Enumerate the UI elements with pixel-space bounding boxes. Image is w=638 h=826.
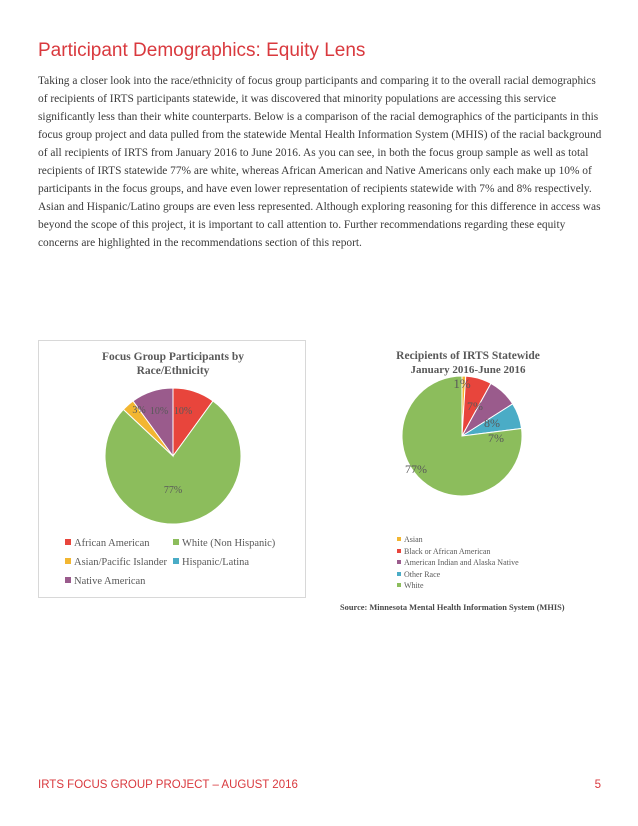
legend-item-african-american <box>65 534 173 553</box>
statewide-chart <box>326 340 606 602</box>
data-label-asian: 1% <box>453 376 471 391</box>
legend-swatch <box>397 560 401 564</box>
data-label-white-non-hispanic-: 77% <box>163 485 183 496</box>
legend-item-asian-pacific <box>65 553 173 572</box>
legend-swatch <box>397 572 401 576</box>
legend-label: Asian <box>404 535 423 544</box>
data-label-african-american: 10% <box>173 406 193 417</box>
chart2-legend <box>397 534 519 592</box>
legend-label: African American <box>74 538 150 549</box>
legend-item-other <box>397 569 519 581</box>
footer-title: IRTS FOCUS GROUP PROJECT – AUGUST 2016 <box>38 779 298 791</box>
legend-swatch <box>397 537 401 541</box>
legend-label: American Indian and Alaska Native <box>404 558 519 567</box>
data-label-black-or-african-american: 7% <box>467 399 483 413</box>
legend-swatch <box>173 558 179 564</box>
legend-label: White <box>404 581 424 590</box>
chart1-title-line2: Race/Ethnicity <box>136 365 210 377</box>
body-paragraph: Taking a closer look into the race/ethnicity of focus group participants and comparing it to the overall racial demographics of recipients of IRTS participants statewide, it was discovered that minority populations are accessing this service significantly less than their white counterparts. Below is a comparison of the racial demographics of the participants in this focus group project and data pulled from the statewide Mental Health Information System (MHIS) of the racial background of all recipients of IRTS from January 2016 to June 2016. As you can see, in both the focus group sample as well as total recipients of IRTS statewide 77% are white, whereas African American and Native Americans only each make up 10% of participants in the focus groups, and have even lower representation of recipients statewide with 7% and 8% respectively. Asian and Hispanic/Latino groups are even less represented. Although exploring reasoning for this difference in access was beyond the scope of this project, it is important to call attention to. Further recommendations regarding these equity concerns are highlighted in the recommendations section of this report. <box>38 75 602 250</box>
legend-item-white <box>173 534 275 553</box>
legend-item-asian <box>397 534 519 546</box>
data-label-asian-pacific-islander: 3% <box>132 405 146 416</box>
legend-swatch <box>173 539 179 545</box>
legend-label: Asian/Pacific Islander <box>74 557 168 568</box>
focus-group-chart <box>38 340 306 598</box>
legend-item-american-indian <box>397 557 519 569</box>
chart1-title-line1: Focus Group Participants by <box>102 351 244 363</box>
legend-item-black <box>397 546 519 558</box>
data-label-native-american: 10% <box>149 406 169 417</box>
legend-swatch <box>65 539 71 545</box>
legend-item-white <box>397 580 519 592</box>
chart2-title-line2: January 2016-June 2016 <box>410 364 526 376</box>
legend-item-native-american <box>65 572 145 591</box>
data-label-white: 77% <box>405 462 427 476</box>
legend-label: Native American <box>74 576 146 587</box>
data-label-american-indian-and-alaska-native: 8% <box>484 416 500 430</box>
legend-item-hispanic <box>173 553 249 572</box>
page-number: 5 <box>594 779 601 791</box>
legend-label: Hispanic/Latina <box>182 557 250 568</box>
legend-label: Other Race <box>404 569 441 579</box>
legend-swatch <box>397 583 401 587</box>
page-heading: Participant Demographics: Equity Lens <box>38 40 366 61</box>
chart1-legend <box>65 534 305 591</box>
legend-swatch <box>65 558 71 564</box>
legend-swatch <box>65 577 71 583</box>
data-label-other-race: 7% <box>488 431 504 445</box>
legend-label: Black or African American <box>404 546 491 556</box>
chart2-title-line1: Recipients of IRTS Statewide <box>396 350 540 362</box>
legend-swatch <box>397 549 401 553</box>
legend-label: White (Non Hispanic) <box>182 538 276 549</box>
source-note: Source: Minnesota Mental Health Information System (MHIS) <box>340 603 565 612</box>
